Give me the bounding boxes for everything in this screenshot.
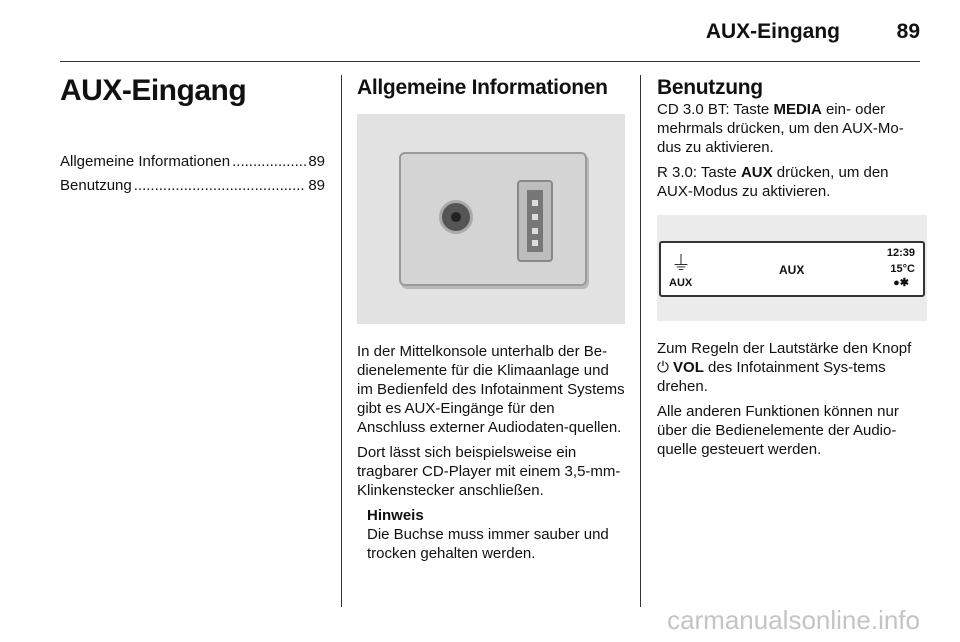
- toc-entry-page: 89: [308, 153, 325, 170]
- power-knob-icon: ⏻: [657, 359, 669, 376]
- header-divider: [60, 61, 920, 62]
- toc-entry-page: 89: [308, 177, 325, 194]
- toc-entry[interactable]: [60, 150, 325, 174]
- aux-key-label: AUX: [740, 164, 773, 181]
- middle-column: [357, 72, 625, 569]
- left-column: [60, 72, 325, 198]
- toc-leader: [134, 174, 307, 198]
- bluetooth-icon: ●✱: [893, 277, 909, 289]
- media-key-label: MEDIA: [773, 101, 822, 118]
- column-divider-1: [341, 75, 342, 607]
- usage-paragraph-volume: Zum Regeln der Lautstärke den Knopf ⏻ VOL des Infotainment Sys-tems drehen.: [657, 340, 912, 395]
- toc-entry-label: Allgemeine Informationen: [60, 153, 231, 170]
- aux-usb-socket-photo: [357, 114, 625, 324]
- aux-cable-icon: ⏚: [671, 253, 691, 275]
- watermark: carmanualsonline.info: [667, 605, 920, 635]
- note-title: Hinweis: [367, 507, 424, 524]
- toc-entry-label: Benutzung: [60, 177, 132, 194]
- table-of-contents: [60, 150, 325, 198]
- note-box: [367, 506, 625, 563]
- chapter-title: AUX-Eingang: [60, 74, 247, 107]
- infotainment-display: [659, 241, 925, 297]
- display-clock: 12:39: [886, 247, 915, 259]
- usage-paragraph-other: Alle anderen Funktionen können nur über die Bedienelemente der Audio-quelle gesteuert werden.: [657, 403, 899, 458]
- aux-jack-icon: [439, 200, 473, 234]
- display-source-label: AUX: [669, 277, 693, 289]
- running-header-title: AUX-Eingang: [705, 20, 840, 43]
- vol-key-label: VOL: [673, 359, 704, 376]
- page-number: 89: [896, 20, 920, 43]
- toc-entry[interactable]: [60, 174, 325, 198]
- right-column: [657, 72, 927, 465]
- section-title-general: Allgemeine Informationen: [357, 76, 608, 99]
- usage-paragraph-aux: R 3.0: Taste AUX drücken, um den AUX-Modus zu aktivieren.: [657, 164, 889, 200]
- toc-leader: [232, 150, 306, 174]
- usb-port-icon: [517, 180, 553, 262]
- usage-paragraph-media: CD 3.0 BT: Taste MEDIA ein- oder mehrmals drücken, um den AUX-Mo-dus zu aktivieren.: [657, 101, 904, 156]
- section-title-usage: Benutzung: [657, 76, 763, 99]
- display-temperature: 15°C: [890, 263, 915, 275]
- display-illustration: [657, 215, 927, 321]
- display-mode-label: AUX: [779, 263, 805, 277]
- socket-plate: [399, 152, 587, 286]
- note-text: Die Buchse muss immer sauber und trocken gehalten werden.: [367, 526, 609, 562]
- column-divider-2: [640, 75, 641, 607]
- general-info-paragraph-1: In der Mittelkonsole unterhalb der Be-dienelemente für die Klimaanlage und im Bedienfeld des Infotainment Systems gibt es AUX-Eingänge für den Anschluss externer Audiodaten-quellen.: [357, 343, 625, 436]
- general-info-paragraph-2: Dort lässt sich beispielsweise ein tragbarer CD-Player mit einem 3,5-mm-Klinkenstecker anschließen.: [357, 444, 621, 499]
